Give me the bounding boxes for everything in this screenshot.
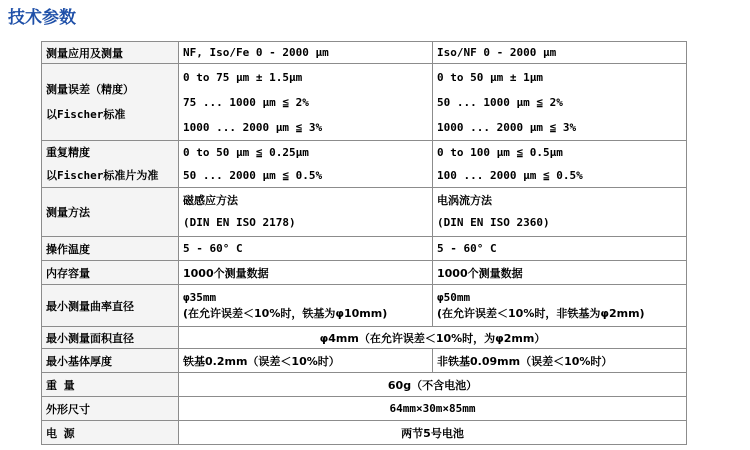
cell-min-thickness-eddy: 非铁基0.09mm（误差＜10%时）	[433, 349, 687, 373]
cell-min-curvature-eddy: φ50mm (在允许误差＜10%时，非铁基为φ2mm)	[433, 285, 687, 327]
spec-table	[41, 41, 687, 445]
cell-min-thickness-magnetic: 铁基0.2mm（误差＜10%时）	[179, 349, 433, 373]
row-label-repeatability: 重复精度 以Fischer标准片为准	[42, 141, 179, 188]
table-row	[42, 285, 687, 327]
table-row	[42, 397, 687, 421]
table-row	[42, 373, 687, 397]
cell-weight: 60g（不含电池）	[179, 373, 687, 397]
row-label-operating-temp: 操作温度	[42, 237, 179, 261]
row-label-method: 测量方法	[42, 188, 179, 237]
row-label-dimensions: 外形尺寸	[42, 397, 179, 421]
table-row	[42, 327, 687, 349]
cell-repeatability-magnetic: 0 to 50 μm ≦ 0.25μm 50 ... 2000 μm ≦ 0.5%	[179, 141, 433, 188]
cell-measure-principle-eddy: Iso/NF 0 - 2000 μm	[433, 42, 687, 64]
table-row	[42, 42, 687, 64]
cell-memory-magnetic: 1000个测量数据	[179, 261, 433, 285]
cell-memory-eddy: 1000个测量数据	[433, 261, 687, 285]
cell-min-curvature-magnetic: φ35mm (在允许误差＜10%时，铁基为φ10mm)	[179, 285, 433, 327]
table-row	[42, 188, 687, 237]
page-title: 技术参数	[8, 8, 76, 28]
cell-dimensions: 64mm×30m×85mm	[179, 397, 687, 421]
cell-min-area: φ4mm（在允许误差＜10%时，为φ2mm）	[179, 327, 687, 349]
table-row	[42, 141, 687, 188]
row-label-min-curvature: 最小测量曲率直径	[42, 285, 179, 327]
row-label-memory: 内存容量	[42, 261, 179, 285]
cell-accuracy-magnetic: 0 to 75 μm ± 1.5μm 75 ... 1000 μm ≦ 2% 1000 ... 2000 μm ≦ 3%	[179, 64, 433, 141]
row-label-measure-principle: 测量应用及测量	[42, 42, 179, 64]
cell-method-eddy: 电涡流方法 (DIN EN ISO 2360)	[433, 188, 687, 237]
row-label-weight: 重 量	[42, 373, 179, 397]
cell-operating-temp-eddy: 5 - 60° C	[433, 237, 687, 261]
row-label-power: 电 源	[42, 421, 179, 445]
cell-repeatability-eddy: 0 to 100 μm ≦ 0.5μm 100 ... 2000 μm ≦ 0.5%	[433, 141, 687, 188]
row-label-min-area: 最小测量面积直径	[42, 327, 179, 349]
table-row	[42, 64, 687, 141]
table-row	[42, 237, 687, 261]
cell-accuracy-eddy: 0 to 50 μm ± 1μm 50 ... 1000 μm ≦ 2% 1000 ... 2000 μm ≦ 3%	[433, 64, 687, 141]
cell-measure-principle-magnetic: NF, Iso/Fe 0 - 2000 μm	[179, 42, 433, 64]
cell-method-magnetic: 磁感应方法 (DIN EN ISO 2178)	[179, 188, 433, 237]
table-row	[42, 261, 687, 285]
cell-operating-temp-magnetic: 5 - 60° C	[179, 237, 433, 261]
table-row	[42, 421, 687, 445]
cell-power: 两节5号电池	[179, 421, 687, 445]
row-label-min-thickness: 最小基体厚度	[42, 349, 179, 373]
table-row	[42, 349, 687, 373]
row-label-accuracy: 测量误差（精度） 以Fischer标准	[42, 64, 179, 141]
